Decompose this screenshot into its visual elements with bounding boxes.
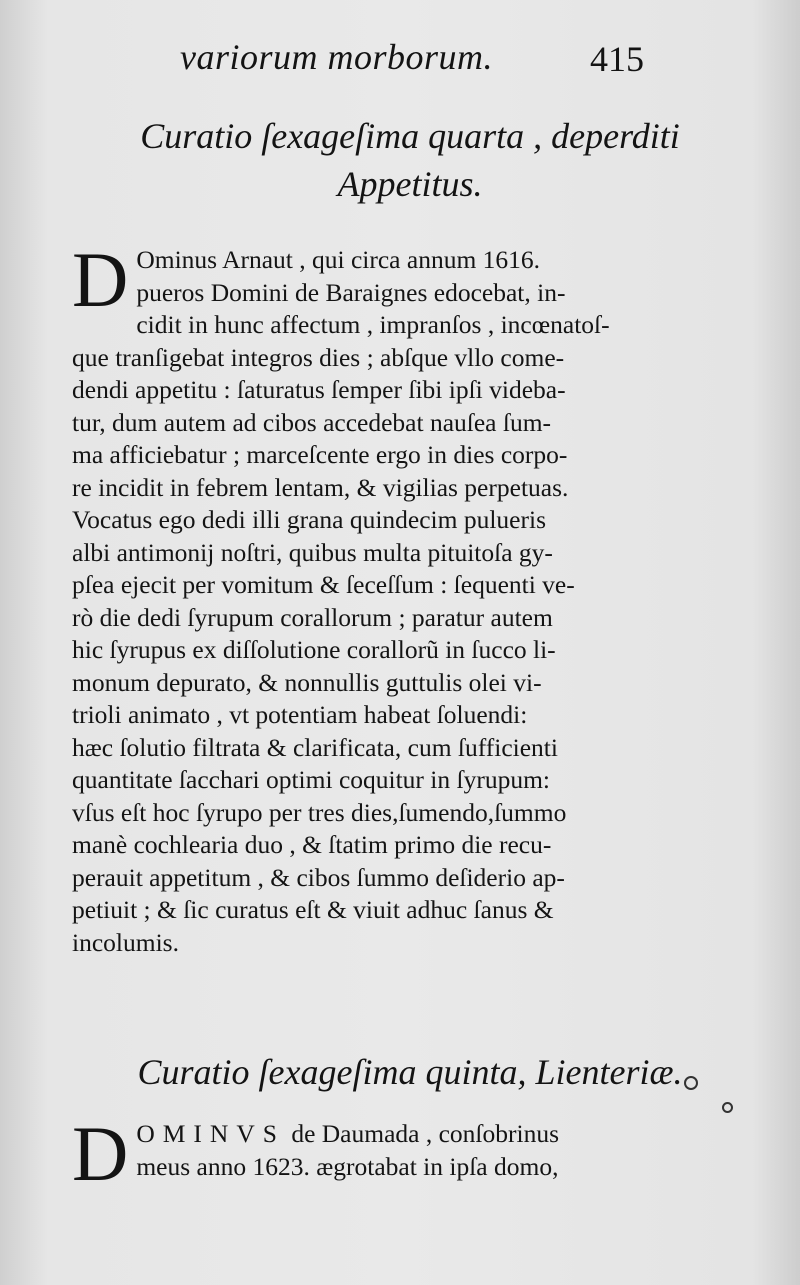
text-line: vſus eſt hoc ſyrupo per tres dies,ſumendo,ſummo bbox=[72, 797, 567, 827]
text-line: ma afficiebatur ; marceſcente ergo in dies corpo- bbox=[72, 440, 568, 469]
text-line: cidit in hunc affectum , impranſos , incœnatoſ- bbox=[136, 310, 610, 339]
text-line: rò die dedi ſyrupum corallorum ; paratur autem bbox=[72, 602, 553, 632]
text-line: pueros Domini de Baraignes edocebat, in- bbox=[136, 277, 566, 307]
text-line: meus anno 1623. ægrotabat in ipſa domo, bbox=[136, 1151, 559, 1181]
text-line: trioli animato , vt potentiam habeat ſoluendi: bbox=[72, 700, 528, 729]
text-line: tur, dum autem ad cibos accedebat nauſea ſum- bbox=[72, 407, 552, 437]
text-line: Ominus Arnaut , qui circa annum 1616. bbox=[136, 245, 541, 274]
text-line: dendi appetitu : ſaturatus ſemper ſibi ipſi videba- bbox=[72, 375, 566, 404]
drop-cap: D bbox=[72, 1110, 129, 1197]
section-body-65 bbox=[72, 1110, 702, 1197]
text-line: monum depurato, & nonnullis guttulis olei vi- bbox=[72, 667, 542, 697]
text-line: hæc ſolutio filtrata & clarificata, cum ſufficienti bbox=[72, 732, 558, 762]
line-rest: de Daumada , conſobrinus bbox=[284, 1119, 559, 1148]
section-heading-line-2: Appetitus. bbox=[337, 164, 483, 204]
text-line: que tranſigebat integros dies ; abſque vllo come- bbox=[72, 342, 565, 372]
section-body-64 bbox=[72, 236, 702, 959]
text-line: hic ſyrupus ex diſſolutione corallorũ in ſucco li- bbox=[72, 635, 556, 664]
text-line: pſea ejecit per vomitum & ſeceſſum : ſequenti ve- bbox=[72, 570, 575, 599]
text-line bbox=[72, 1118, 702, 1151]
text-line: re incidit in febrem lentam, & vigilias perpetuas. bbox=[72, 472, 569, 502]
section-heading-65: Curatio ſexageſima quinta, Lienteriæ. bbox=[137, 1052, 683, 1092]
section-heading-64 bbox=[0, 112, 800, 208]
ink-blot-mark bbox=[722, 1102, 733, 1113]
drop-cap: D bbox=[72, 236, 129, 323]
text-line: perauit appetitum , & cibos ſummo deſiderio ap- bbox=[72, 862, 565, 892]
text-line: quantitate ſacchari optimi coquitur in ſyrupum: bbox=[72, 765, 551, 794]
text-line: petiuit ; & ſic curatus eſt & viuit adhuc ſanus & bbox=[72, 895, 554, 924]
text-line: incolumis. bbox=[72, 927, 179, 957]
running-title: variorum morborum. bbox=[180, 37, 494, 77]
page-number: 415 bbox=[590, 39, 644, 79]
text-line: Vocatus ego dedi illi grana quindecim pulueris bbox=[72, 505, 547, 534]
text-line: albi antimonij noſtri, quibus multa pituitoſa gy- bbox=[72, 537, 553, 567]
first-word: OMINVS bbox=[136, 1119, 285, 1148]
section-heading-line-1: Curatio ſexageſima quarta , deperditi bbox=[140, 116, 680, 156]
running-head bbox=[0, 28, 800, 88]
text-line: manè cochlearia duo , & ſtatim primo die recu- bbox=[72, 830, 552, 859]
ink-blot-mark bbox=[684, 1076, 698, 1090]
